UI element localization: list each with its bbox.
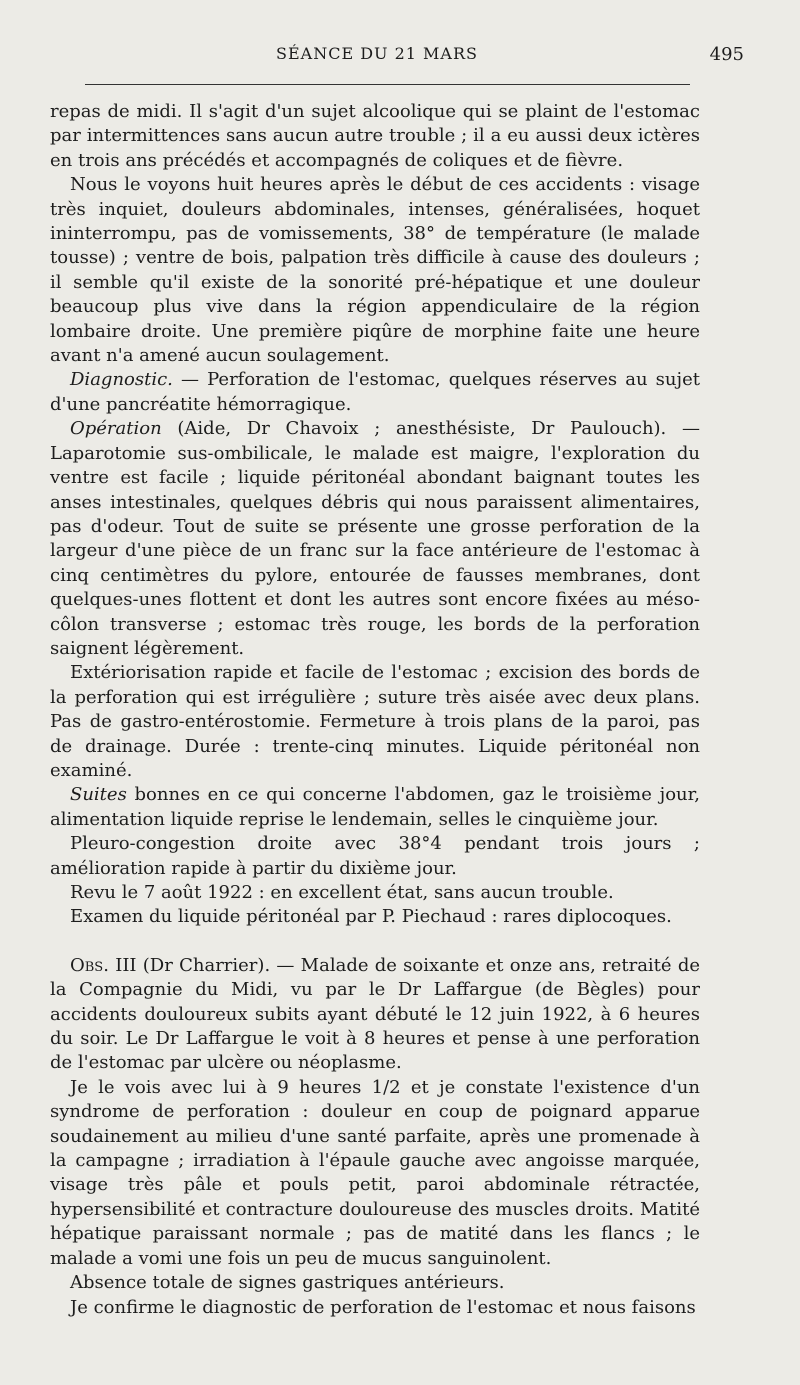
paragraph — [50, 783, 700, 832]
paragraph: Pleuro-congestion droite avec 38°4 pendant trois jours ; amélioration rapide à partir du dixième jour. — [50, 833, 700, 879]
header-rule — [85, 84, 690, 85]
paragraph-text: III (Dr Charrier). — Malade de soixante et onze ans, retraité de la Compagnie du Midi, vu par le Dr Laffargue (de Bègles) pour accidents douloureux subits ayant débuté le 12 juin 1922, à 6 heures du soir. Le Dr Laffargue le voit à 8 heures et pense à une perforation de l'estomac par ulcère ou néoplasme. — [50, 954, 700, 1074]
paragraph: Extériorisation rapide et facile de l'estomac ; excision des bords de la perforation qui est irrégulière ; suture très aisée avec deux plans. Pas de gastro-entérostomie. Fermeture à trois plans de la paroi, pas de drainage. Durée : trente-cinq minutes. Liquide péritonéal non examiné. — [50, 662, 700, 781]
paragraph: Nous le voyons huit heures après le début de ces accidents : visage très inquiet, douleurs abdominales, intenses, généralisées, hoquet ininterrompu, pas de vomissements, 38° de température (le malade tousse) ; ventre de bois, palpation très difficile à cause des douleurs ; il semble qu'il existe de la sonorité pré-hépatique et une douleur beaucoup plus vive dans la région appendiculaire de la région lombaire droite. Une première piqûre de morphine faite une heure avant n'a amené aucun soulagement. — [50, 174, 700, 367]
paragraph: Revu le 7 août 1922 : en excellent état, sans aucun trouble. — [70, 882, 614, 903]
paragraph: Je confirme le diagnostic de perforation de l'estomac et nous faisons — [70, 1296, 696, 1318]
paragraph: repas de midi. Il s'agit d'un sujet alcoolique qui se plaint de l'estomac par intermittences sans aucun autre trouble ; il a eu aussi deux ictères en trois ans précédés et accompagnés de coliques et de fièvre. — [50, 101, 700, 171]
paragraph: Je le vois avec lui à 9 heures 1/2 et je constate l'existence d'un syndrome de perforation : douleur en coup de poignard apparue soudainement au milieu d'une santé parfaite, après une promenade à la campagne ; irradiation à l'épaule gauche avec angoisse marquée, visage très pâle et pouls petit, paroi abdominale rétractée, hypersensibilité et contracture douloureuse des muscles droits. Matité hépatique paraissant normale ; pas de matité dans les flancs ; le malade a vomi une fois un peu de mucus sanguinolent. — [50, 1076, 700, 1269]
body-text — [50, 100, 700, 1320]
paragraph: Absence totale de signes gastriques antérieurs. — [70, 1272, 505, 1294]
lead-in-diagnostic: Diagnostic. — [70, 369, 173, 391]
page-header — [50, 44, 744, 72]
paragraph-text: (Aide, Dr Chavoix ; anesthésiste, Dr Paulouch). — Laparotomie sus-ombilicale, le malade est maigre, l'exploration du ventre est facile ; liquide péritonéal abondant baignant toutes les anses intestinales, quelques débris qui nous paraissent alimentaires, pas d'odeur. Tout de suite se présente une grosse perforation de la largeur d'une pièce de un franc sur la face antérieure de l'estomac à cinq centimètres du pylore, entourée de fausses membranes, dont quelques-unes flottent et dont les autres sont encore fixées au méso-côlon transverse ; estomac très rouge, les bords de la perforation saignent légèrement. — [50, 418, 700, 659]
paragraph — [50, 954, 700, 1076]
paragraph — [50, 417, 700, 661]
paragraph: Examen du liquide péritonéal par P. Piechaud : rares diplocoques. — [70, 906, 672, 928]
lead-in-suites: Suites — [70, 784, 127, 806]
lead-in-obs: Obs. — [70, 954, 109, 976]
lead-in-operation: Opération — [70, 418, 162, 440]
paragraph-text: bonnes en ce qui concerne l'abdomen, gaz le troisième jour, alimentation liquide reprise le lendemain, selles le cinquième jour. — [50, 784, 700, 830]
running-title: SÉANCE DU 21 MARS — [276, 44, 478, 63]
paragraph — [50, 368, 700, 417]
paragraph-text: — Perforation de l'estomac, quelques réserves au sujet d'une pancréatite hémorragique. — [50, 369, 700, 415]
page-number: 495 — [709, 44, 744, 65]
